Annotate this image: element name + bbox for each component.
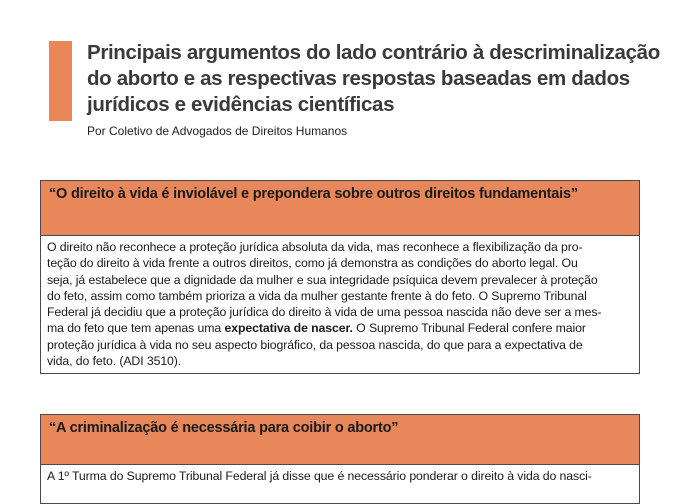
argument-response-1 bbox=[41, 236, 639, 373]
page-title: Principais argumentos do lado contrário à descriminalização do aborto e as respectivas respostas baseadas em dados jurídicos e evidências científicas bbox=[87, 41, 660, 116]
argument-heading-2: “A criminalização é necessária para coibir o aborto” bbox=[49, 420, 399, 436]
response-text-part-1: O direito não reconhece a proteção jurídica absoluta da vida, mas reconhece a flexibilização da pro- teção do direito à vida frente a outros direitos, como já demonstra as condições do aborto legal. Ou seja, já estabelece que a dignidade da mulher e sua integridade psíquica devem prevalecer à proteção do feto, assim como também prioriza a vida da mulher gestante frente à do feto. O Supremo Tribunal Federal já decidiu que a proteção jurídica do direito à vida de uma pessoa nascida não deve ser a mes- ma do feto que tem apenas uma bbox=[47, 240, 602, 336]
title-accent-bar bbox=[49, 41, 72, 121]
argument-response-2: A 1º Turma do Supremo Tribunal Federal já disse que é necessário ponderar o direito à vida do nasci- bbox=[47, 469, 592, 483]
argument-box-1 bbox=[40, 180, 640, 374]
article-header bbox=[87, 40, 677, 138]
argument-header-1 bbox=[41, 181, 639, 236]
author-byline: Por Coletivo de Advogados de Direitos Humanos bbox=[87, 124, 348, 138]
response-text-part-2: O Supremo Tribunal Federal confere maior proteção jurídica à vida no seu aspecto biográfico, da pessoa nascida, do que para a expectativa de vida, do feto. (ADI 3510). bbox=[47, 321, 586, 369]
argument-heading-1: “O direito à vida é inviolável e prepondera sobre outros direitos fundamentais” bbox=[49, 186, 578, 202]
argument-header-2 bbox=[41, 415, 639, 465]
response-emphasis: expectativa de nascer. bbox=[224, 321, 353, 336]
